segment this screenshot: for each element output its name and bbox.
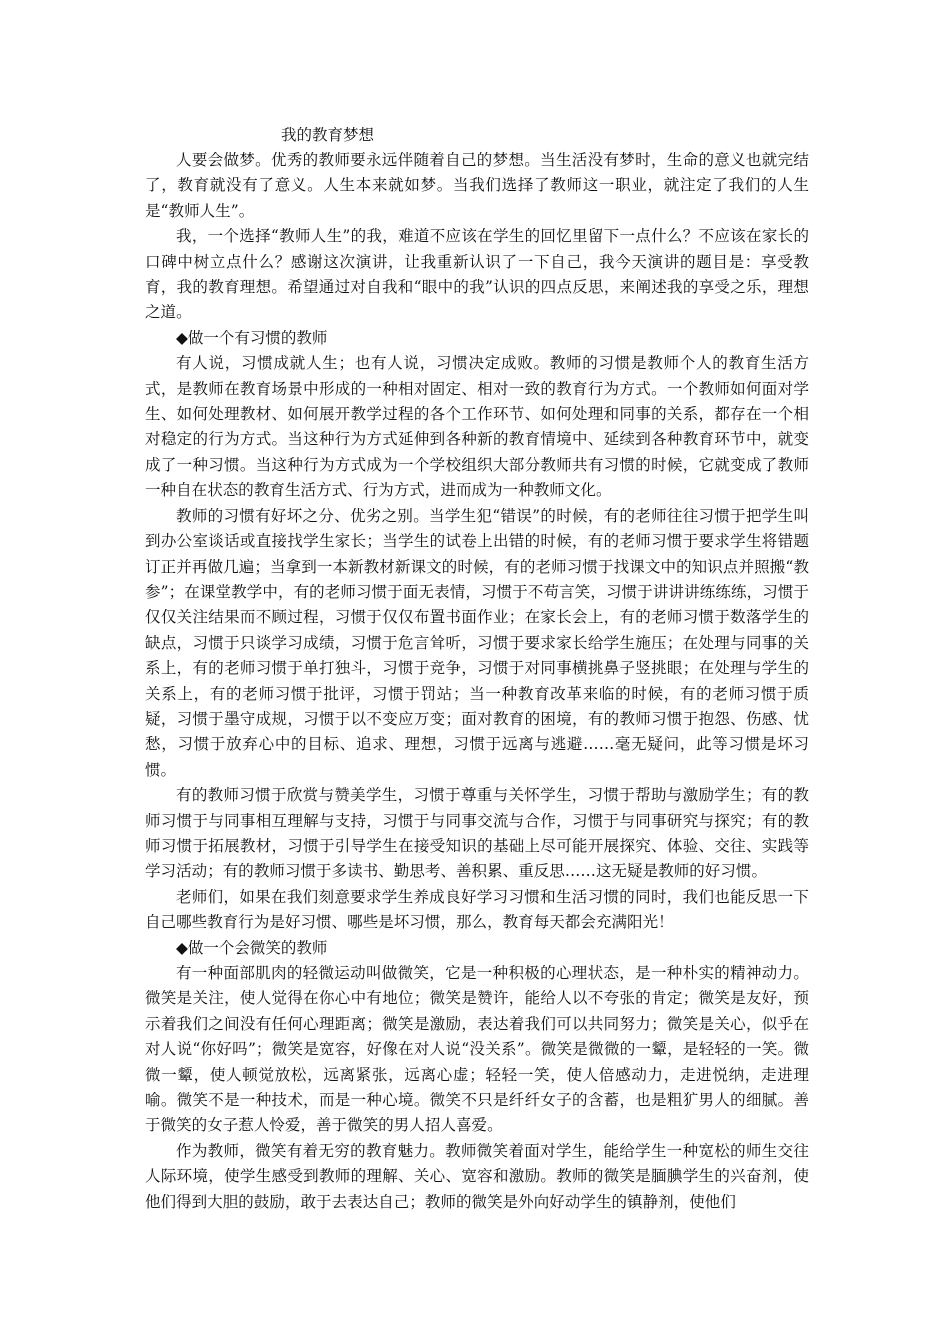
- paragraph-habits-reflection: 老师们，如果在我们刻意要求学生养成良好学习习惯和生活习惯的同时，我们也能反思一下自己哪些教育行为是好习惯、哪些是坏习惯，那么，教育每天都会充满阳光！: [145, 887, 809, 932]
- paragraph-bad-habits: 教师的习惯有好坏之分、优劣之别。当学生犯“错误”的时候，有的老师往往习惯于把学生叫到办公室谈话或直接找学生家长；当学生的试卷上出错的时候，有的老师习惯于要求学生将错题订正并再做几遍；当拿到一本新教材新课文的时候，有的老师习惯于找课文中的知识点并照搬“教参”；在课堂教学中，有的老师习惯于面无表情，习惯于不苟言笑，习惯于讲讲讲练练练，习惯于仅仅关注结果而不顾过程，习惯于仅仅布置书面作业；在家长会上，有的老师习惯于数落学生的缺点，习惯于只谈学习成绩，习惯于危言耸听，习惯于要求家长给学生施压；在处理与同事的关系上，有的老师习惯于单打独斗，习惯于竞争，习惯于对同事横挑鼻子竖挑眼；在处理与学生的关系上，有的老师习惯于批评，习惯于罚站；当一种教育改革来临的时候，有的老师习惯于质疑，习惯于墨守成规，习惯于以不变应万变；面对教育的困境，有的教师习惯于抱怨、伤感、忧愁，习惯于放弃心中的目标、追求、理想，习惯于远离与逃避……毫无疑问，此等习惯是坏习惯。: [145, 506, 809, 779]
- paragraph-smile-teaching: 作为教师，微笑有着无穷的教育魅力。教师微笑着面对学生，能给学生一种宽松的师生交往人际环境，使学生感受到教师的理解、关心、宽容和激励。教师的微笑是腼腆学生的兴奋剂，使他们得到大胆的鼓励，敢于去表达自己；教师的微笑是外向好动学生的镇静剂，使他们: [145, 1141, 809, 1211]
- paragraph-smile-definition: 有一种面部肌肉的轻微运动叫做微笑，它是一种积极的心理状态，是一种朴实的精神动力。微笑是关注，使人觉得在你心中有地位；微笑是赞许，能给人以不夸张的肯定；微笑是友好，预示着我们之间没有任何心理距离；微笑是激励，表达着我们可以共同努力；微笑是关心，似乎在对人说“你好吗”；微笑是宽容，好像在对人说“没关系”。微笑是微微的一颦，是轻轻的一笑。微微一颦，使人顿觉放松，远离紧张，远离心虚；轻轻一笑，使人倍感动力，走进悦纳，走进理喻。微笑不是一种技术，而是一种心境。微笑不只是纤纤女子的含蓄，也是粗犷男人的细腻。善于微笑的女子惹人怜爱，善于微笑的男人招人喜爱。: [145, 964, 809, 1135]
- paragraph-habits-definition: 有人说，习惯成就人生；也有人说，习惯决定成败。教师的习惯是教师个人的教育生活方式，是教师在教育场景中形成的一种相对固定、相对一致的教育行为方式。一个教师如何面对学生、如何处理教材、如何展开教学过程的各个工作环节、如何处理和同事的关系，都存在一个相对稳定的行为方式。当这种行为方式延伸到各种新的教育情境中、延续到各种教育环节中，就变成了一种习惯。当这种行为方式成为一个学校组织大部分教师共有习惯的时候，它就变成了教师一种自在状态的教育生活方式、行为方式，进而成为一种教师文化。: [145, 354, 809, 500]
- document-page: [145, 123, 809, 1215]
- document-title: 我的教育梦想: [281, 126, 375, 144]
- paragraph-speech-topic: 我，一个选择“教师人生”的我，难道不应该在学生的回忆里留下一点什么？不应该在家长的口碑中树立点什么？感谢这次演讲，让我重新认识了一下自己，我今天演讲的题目是：享受教育，我的教育理想。希望通过对自我和“眼中的我”认识的四点反思，来阐述我的享受之乐，理想之道。: [145, 227, 809, 322]
- paragraph-intro: 人要会做梦。优秀的教师要永远伴随着自己的梦想。当生活没有梦时，生命的意义也就完结了，教育就没有了意义。人生本来就如梦。当我们选择了教师这一职业，就注定了我们的人生是“教师人生”。: [145, 151, 809, 220]
- section-heading-habits: ◆做一个有习惯的教师: [176, 328, 328, 347]
- paragraph-good-habits: 有的教师习惯于欣赏与赞美学生，习惯于尊重与关怀学生，习惯于帮助与激励学生；有的教师习惯于与同事相互理解与支持，习惯于与同事交流与合作，习惯于与同事研究与探究；有的教师习惯于拓展教材，习惯于引导学生在接受知识的基础上尽可能开展探究、体验、交往、实践等学习活动；有的教师习惯于多读书、勤思考、善积累、重反思……这无疑是教师的好习惯。: [145, 786, 809, 881]
- section-heading-smile: ◆做一个会微笑的教师: [176, 938, 328, 957]
